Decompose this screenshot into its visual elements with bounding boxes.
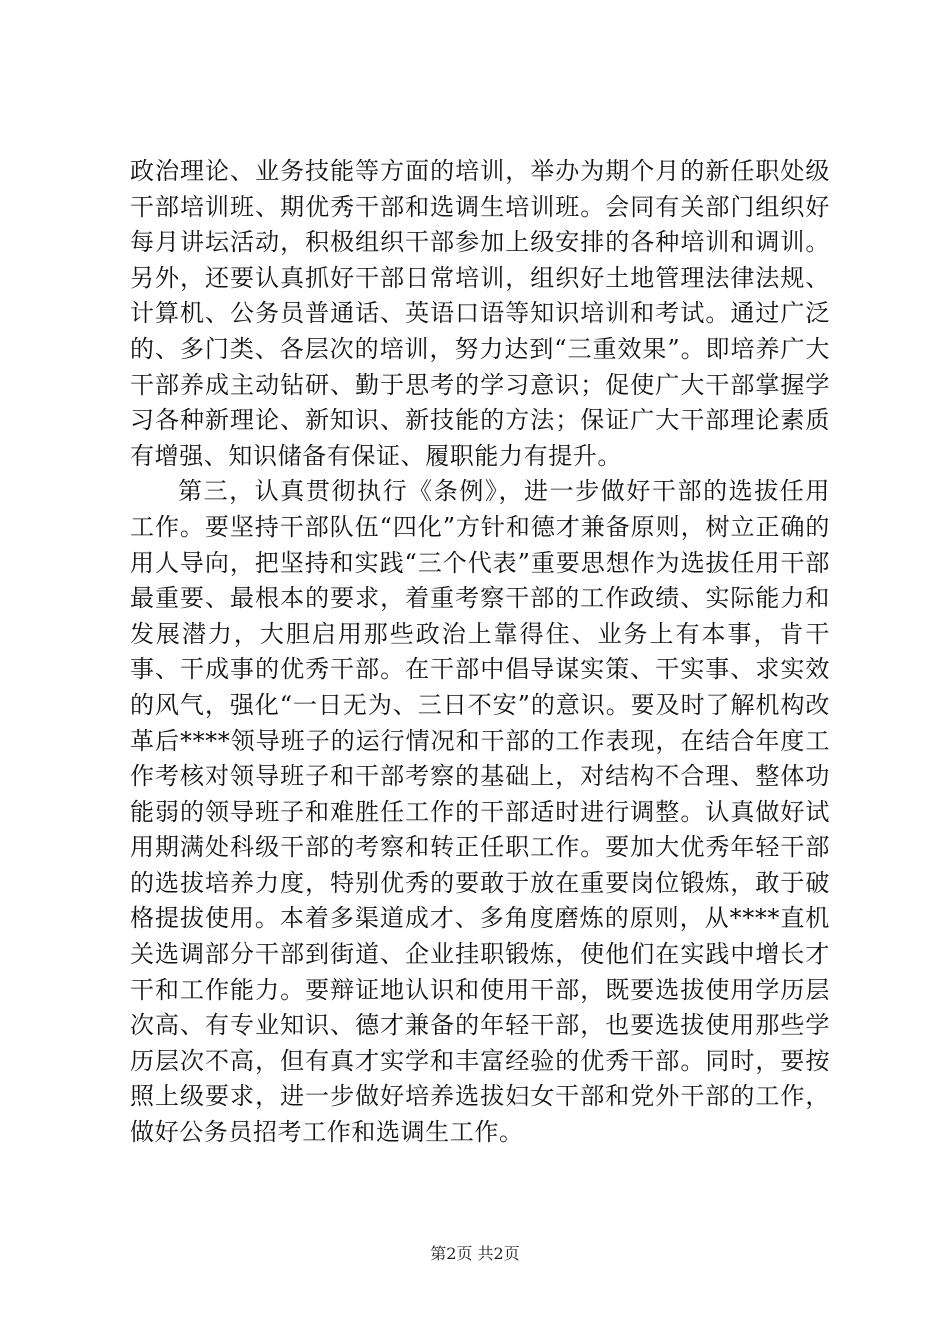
page-number: 第2页 共2页 [430, 1244, 520, 1263]
paragraph-section-three: 第三，认真贯彻执行《条例》，进一步做好干部的选拔任用工作。要坚持干部队伍“四化”方针和德才兼备原则，树立正确的用人导向，把坚持和实践“三个代表”重要思想作为选拔任用干部最重要、最根本的要求，着重考察干部的工作政绩、实际能力和发展潜力，大胆启用那些政治上靠得住、业务上有本事，肯干事、干成事的优秀干部。在干部中倡导谋实策、干实事、求实效的风气，强化“一日无为、三日不安”的意识。要及时了解机构改革后****领导班子的运行情况和干部的工作表现，在结合年度工作考核对领导班子和干部考察的基础上，对结构不合理、整体功能弱的领导班子和难胜任工作的干部适时进行调整。认真做好试用期满处科级干部的考察和转正任职工作。要加大优秀年轻干部的选拔培养力度，特别优秀的要敢于放在重要岗位锻炼，敢于破格提拔使用。本着多渠道成才、多角度磨炼的原则，从****直机关选调部分干部到街道、企业挂职锻炼，使他们在实践中增长才干和工作能力。要辩证地认识和使用干部，既要选拔使用学历层次高、有专业知识、德才兼备的年轻干部，也要选拔使用那些学历层次不高，但有真才实学和丰富经验的优秀干部。同时，要按照上级要求，进一步做好培养选拔妇女干部和党外干部的工作，做好公务员招考工作和选调生工作。 [130, 477, 830, 1147]
document-body [130, 154, 830, 1151]
paragraph-continuation: 政治理论、业务技能等方面的培训，举办为期个月的新任职处级干部培训班、期优秀干部和选调生培训班。会同有关部门组织好每月讲坛活动，积极组织干部参加上级安排的各种培训和调训。另外，还要认真抓好干部日常培训，组织好土地管理法律法规、计算机、公务员普通话、英语口语等知识培训和考试。通过广泛的、多门类、各层次的培训，努力达到“三重效果”。即培养广大干部养成主动钻研、勤于思考的学习意识；促使广大干部掌握学习各种新理论、新知识、新技能的方法；保证广大干部理论素质有增强、知识储备有保证、履职能力有提升。 [130, 157, 830, 470]
